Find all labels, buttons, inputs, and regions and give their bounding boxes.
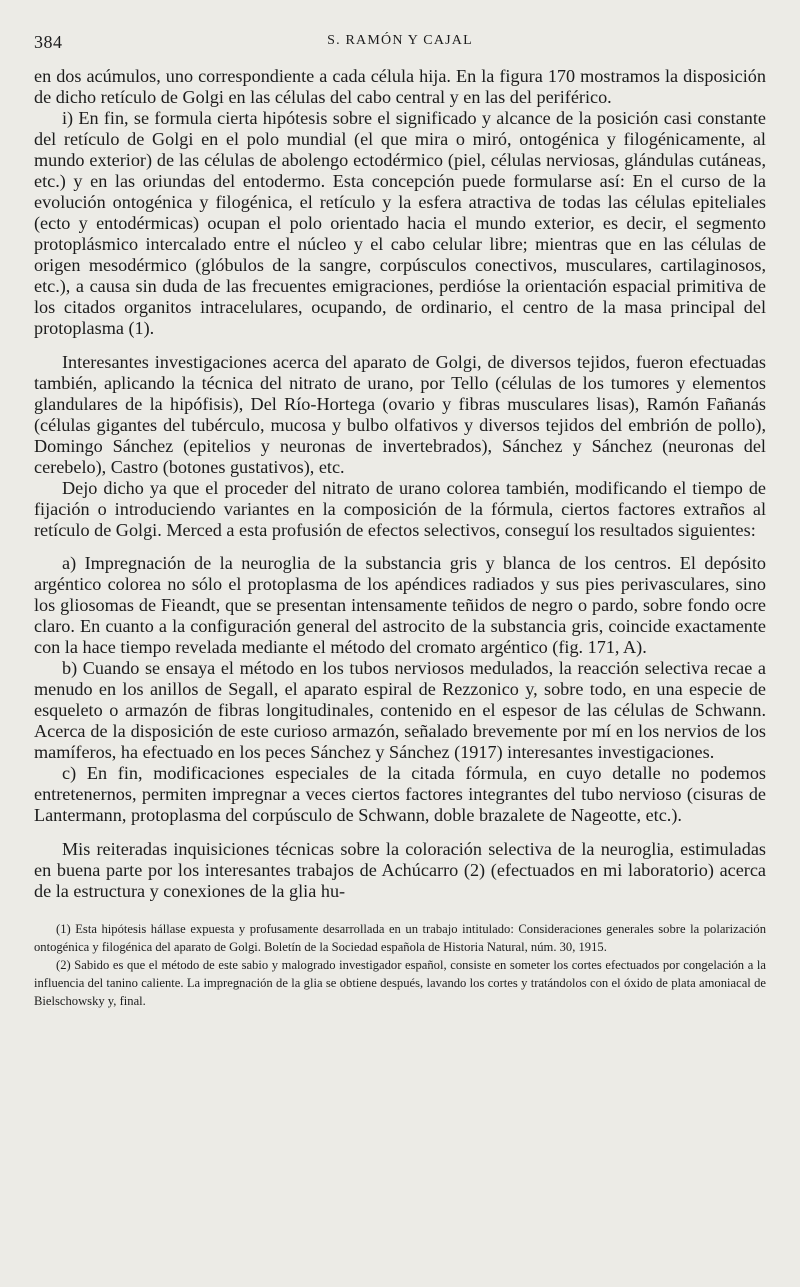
running-title: S. RAMÓN Y CAJAL (327, 33, 473, 48)
page-header (34, 24, 766, 54)
page-number: 384 (34, 32, 63, 52)
paragraph: a) Impregnación de la neuroglia de la substancia gris y blanca de los centros. El depósito argéntico colorea no sólo el protoplasma de los apéndices radiados y sus pies perivasculares, sino los gliosomas de Fieandt, que se presentan intensamente teñidos de negro o pardo, sobre fondo ocre claro. En cuanto a la configuración general del astrocito de la substancia gris, coincide exactamente con la hace tiempo revelada mediante el método del cromato argéntico (fig. 171, A). (34, 553, 766, 657)
paragraph: Interesantes investigaciones acerca del aparato de Golgi, de diversos tejidos, fueron efectuadas también, aplicando la técnica del nitrato de urano, por Tello (células de los tumores y elementos glandulares de la hipófisis), Del Río-Hortega (ovario y fibras musculares lisas), Ramón Fañanás (células gigantes del tubérculo, mucosa y bulbo olfativos y diversos tejidos del embrión de pollo), Domingo Sánchez (epitelios y neuronas de invertebrados), Sánchez y Sánchez (neuronas del cerebelo), Castro (botones gustativos), etc. (34, 352, 766, 477)
footnotes (34, 920, 766, 1010)
paragraph: en dos acúmulos, uno correspondiente a cada célula hija. En la figura 170 mostramos la disposición de dicho retículo de Golgi en las células del cabo central y en las del periférico. (34, 66, 766, 107)
footnote: (2) Sabido es que el método de este sabio y malogrado investigador español, consiste en someter los cortes efectuados por congelación a la influencia del tanino caliente. La impregnación de la glia se obtiene después, lavando los cortes y tratándolos con el óxido de plata amoniacal de Bielschowsky y, final. (34, 958, 766, 1008)
footnote: (1) Esta hipótesis hállase expuesta y profusamente desarrollada en un trabajo intitulado: Consideraciones generales sobre la polarización ontogénica y filogénica del aparato de Golgi. Boletín de la Sociedad española de Historia Natural, núm. 30, 1915. (34, 922, 766, 954)
paragraph: i) En fin, se formula cierta hipótesis sobre el significado y alcance de la posición casi constante del retículo de Golgi en el polo mundial (el que mira o miró, ontogénica y filogénicamente, al mundo exterior) de las células de abolengo ectodérmico (piel, células nerviosas, glándulas cutáneas, etc.) y en las oriundas del entodermo. Esta concepción puede formularse así: En el curso de la evolución ontogénica y filogénica, el retículo y la esfera atractiva de todas las células epiteliales (ecto y entodérmicas) ocupan el polo orientado hacia el mundo exterior, es decir, el segmento protoplásmico intercalado entre el núcleo y el cabo celular libre; mientras que en las células de origen mesodérmico (glóbulos de la sangre, corpúsculos conectivos, musculares, cartilaginosos, etc.), a causa sin duda de las frecuentes emigraciones, perdióse la orientación espacial primitiva de los citados organitos intracelulares, ocupando, de ordinario, el centro de la masa principal del protoplasma (1). (34, 108, 766, 338)
paragraph: Dejo dicho ya que el proceder del nitrato de urano colorea también, modificando el tiempo de fijación o introduciendo variantes en la composición de la fórmula, ciertos factores extraños al retículo de Golgi. Merced a esta profusión de efectos selectivos, conseguí los resultados siguientes: (34, 478, 766, 540)
paragraph: Mis reiteradas inquisiciones técnicas sobre la coloración selectiva de la neuroglia, estimuladas en buena parte por los interesantes trabajos de Achúcarro (2) (efectuados en mi laboratorio) acerca de la estructura y conexiones de la glia hu- (34, 839, 766, 901)
page-body (34, 66, 766, 902)
paragraph: b) Cuando se ensaya el método en los tubos nerviosos medulados, la reacción selectiva recae a menudo en los anillos de Segall, el aparato espiral de Rezzonico y, sobre todo, en una especie de esqueleto o armazón de fibras longitudinales, contenido en el espesor de las células de Schwann. Acerca de la disposición de este curioso armazón, señalado brevemente por mí en los nervios de los mamíferos, ha efectuado en los peces Sánchez y Sánchez (1917) interesantes investigaciones. (34, 658, 766, 762)
paragraph: c) En fin, modificaciones especiales de la citada fórmula, en cuyo detalle no podemos entretenernos, permiten impregnar a veces ciertos factores integrantes del tubo nervioso (cisuras de Lantermann, protoplasma del corpúsculo de Schwann, doble brazalete de Nageotte, etc.). (34, 763, 766, 825)
